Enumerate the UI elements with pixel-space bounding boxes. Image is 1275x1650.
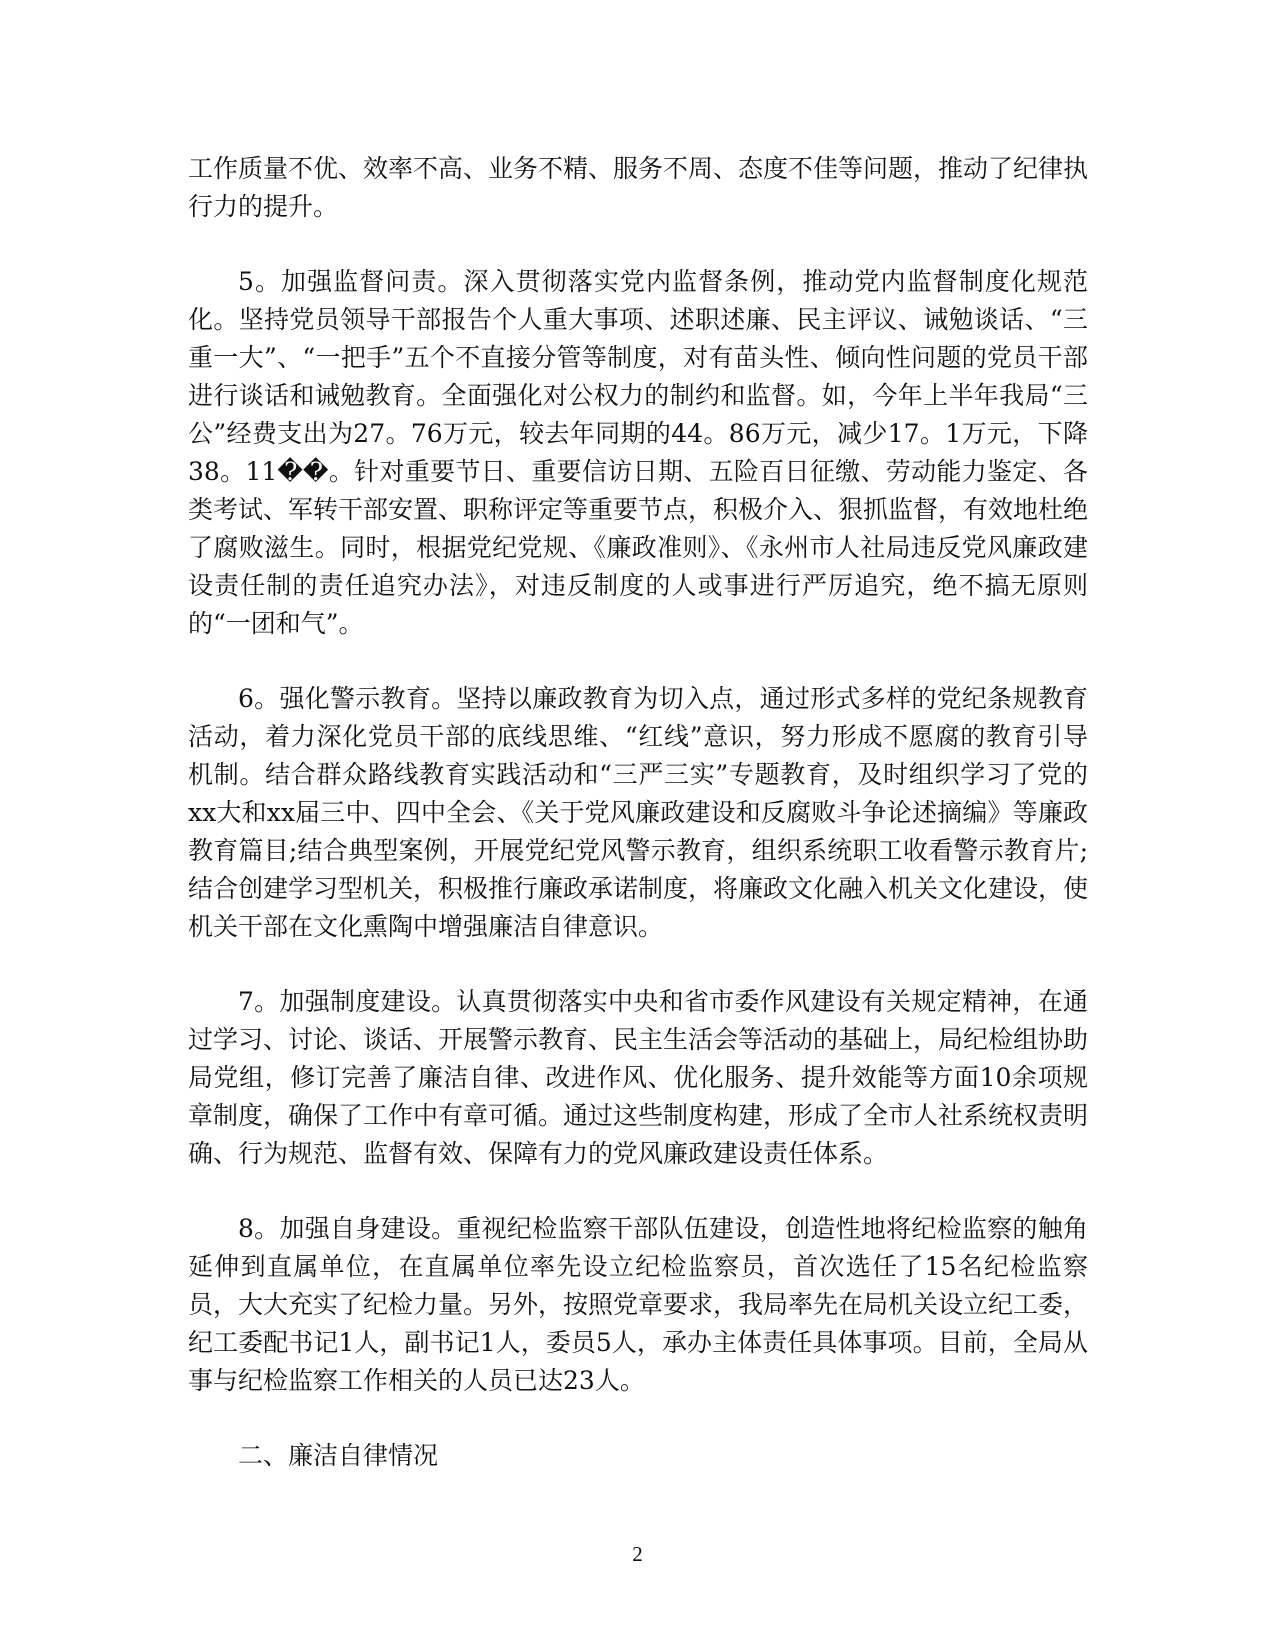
section-heading: 二、廉洁自律情况: [238, 1441, 439, 1470]
paragraph-item-7-system-building: 7。加强制度建设。认真贯彻落实中央和省市委作风建设有关规定精神，在通过学习、讨论、谈话、开展警示教育、民主生活会等活动的基础上，局纪检组协助局党组，修订完善了廉洁自律、改进作风、优化服务、提升效能等方面10余项规章制度，确保了工作中有章可循。通过这些制度构建，形成了全市人社系统权责明确、行为规范、监督有效、保障有力的党风廉政建设责任体系。: [188, 987, 1089, 1168]
document-body: [188, 150, 1088, 1475]
page-number: 2: [632, 1542, 643, 1566]
paragraph-item-5-supervision: 5。加强监督问责。深入贯彻落实党内监督条例，推动党内监督制度化规范化。坚持党员领导干部报告个人重大事项、述职述廉、民主评议、诫勉谈话、“三重一大”、“一把手”五个不直接分管等制度，对有苗头性、倾向性问题的党员干部进行谈话和诫勉教育。全面强化对公权力的制约和监督。如，今年上半年我局“三公”经费支出为27。76万元，较去年同期的44。86万元，减少17。1万元，下降38。11��。针对重要节日、重要信访日期、五险百日征缴、劳动能力鉴定、各类考试、军转干部安置、职称评定等重要节点，积极介入、狠抓监督，有效地杜绝了腐败滋生。同时，根据党纪党规、《廉政准则》、《永州市人社局违反党风廉政建设责任制的责任追究办法》，对违反制度的人或事进行严厉追究，绝不搞无原则的“一团和气”。: [188, 267, 1089, 638]
paragraph-continuation: 工作质量不优、效率不高、业务不精、服务不周、态度不佳等问题，推动了纪律执行力的提升。: [188, 154, 1089, 221]
paragraph-item-6-warning-education: 6。强化警示教育。坚持以廉政教育为切入点，通过形式多样的党纪条规教育活动，着力深化党员干部的底线思维、“红线”意识，努力形成不愿腐的教育引导机制。结合群众路线教育实践活动和“三严三实”专题教育，及时组织学习了党的xx大和xx届三中、四中全会、《关于党风廉政建设和反腐败斗争论述摘编》等廉政教育篇目;结合典型案例，开展党纪党风警示教育，组织系统职工收看警示教育片;结合创建学习型机关，积极推行廉政承诺制度，将廉政文化融入机关文化建设，使机关干部在文化熏陶中增强廉洁自律意识。: [188, 684, 1089, 941]
paragraph-item-8-self-building: 8。加强自身建设。重视纪检监察干部队伍建设，创造性地将纪检监察的触角延伸到直属单位，在直属单位率先设立纪检监察员，首次选任了15名纪检监察员，大大充实了纪检力量。另外，按照党章要求，我局率先在局机关设立纪工委，纪工委配书记1人，副书记1人，委员5人，承办主体责任具体事项。目前，全局从事与纪检监察工作相关的人员已达23人。: [188, 1214, 1089, 1395]
